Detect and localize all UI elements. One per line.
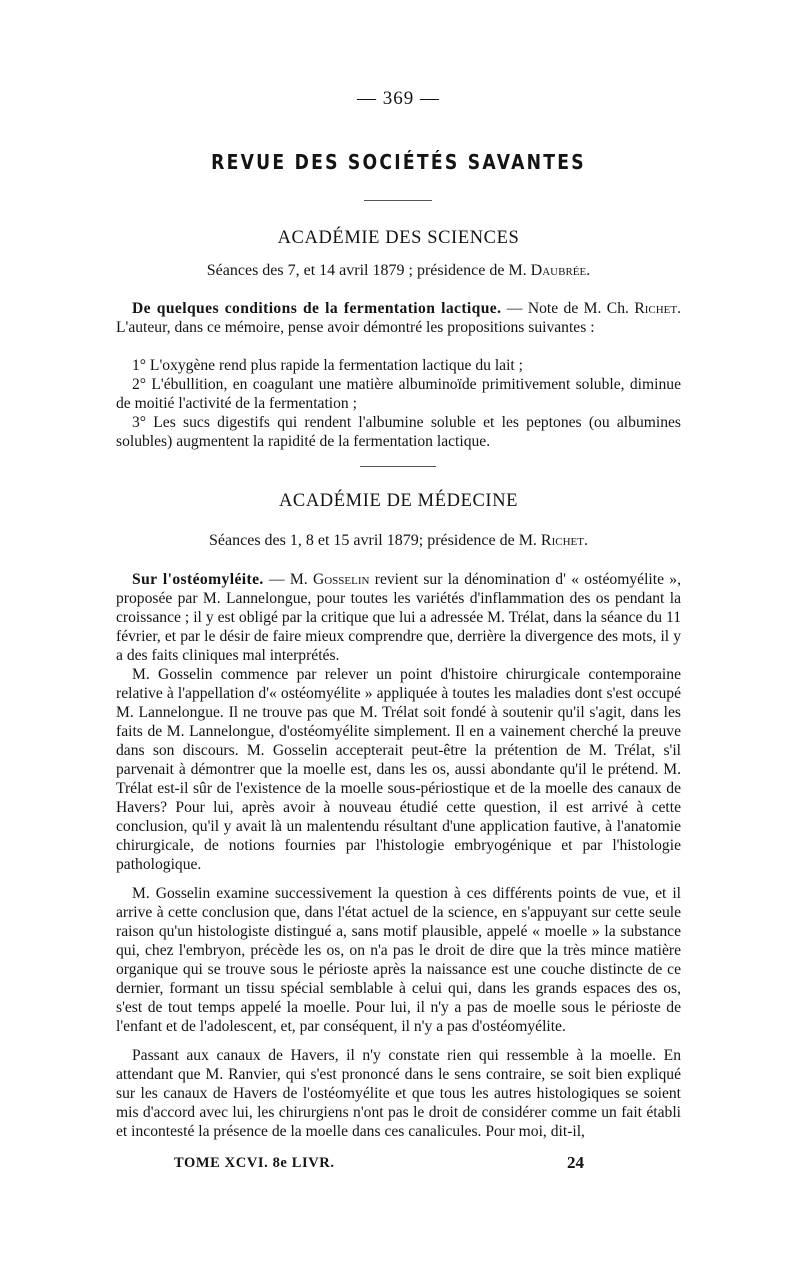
list-item: 2° L'ébullition, en coagulant une matière albuminoïde primitivement soluble, diminue de moitié l'activité de la fermentation ; (116, 376, 681, 412)
article-paragraph (116, 299, 681, 337)
journal-title: REVUE DES SOCIÉTÉS SAVANTES (211, 150, 586, 174)
section-title-sciences: ACADÉMIE DES SCIENCES (277, 228, 520, 248)
list-item: 1° L'oxygène rend plus rapide la fermentation lactique du lait ; (132, 357, 523, 374)
divider-rule (360, 466, 436, 467)
session-line-medecine (116, 532, 681, 550)
body-paragraph: M. Gosselin examine successivement la question à ces différents points de vue, et il arrive à cette conclusion que, dans l'état actuel de la science, en s'appuyant sur cette seule raison qu'un histologiste distingué a, sans motif plausible, appelé « moelle » la substance qui, chez l'embryon, précède les os, on n'a pas le droit de dire que la très mince matière organique qui se trouve sous le périoste après la naissance est une couche distincte de ce dernier, formant un tissu spécial semblable à celui qui, dans les grands espaces des os, s'est de tout temps appelé la moelle. Pour lui, il n'y a pas de moelle sous le périoste de l'enfant et de l'adolescent, et, par conséquent, il n'y a pas d'ostéomyélite. (116, 885, 681, 1035)
session-text: Séances des 7, et 14 avril 1879 ; présidence de M. (206, 262, 531, 279)
article-paragraph (116, 570, 681, 665)
list-item: 3° Les sucs digestifs qui rendent l'albumine soluble et les peptones (ou albumines solubles) augmentent la rapidité de la fermentation lactique. (116, 414, 681, 450)
article-headline: Sur l'ostéomyléite. (132, 571, 264, 588)
body-paragraph: Passant aux canaux de Havers, il n'y constate rien qui ressemble à la moelle. En attendant que M. Ranvier, qui s'est prononcé dans le sens contraire, se soit bien expliqué sur les canaux de Havers de l'ostéomyélite et que tous les autres histologiques se soient mis d'accord avec lui, les chirurgiens n'ont pas le droit de considérer comme un fait établi et incontesté la présence de la moelle dans ces canalicules. Pour moi, dit-il, (116, 1047, 681, 1140)
president-name: Richet (540, 532, 584, 549)
article-author: Richet (634, 300, 678, 317)
article-body: . L'auteur, dans ce mémoire, pense avoir démontré les propositions suivantes : (116, 300, 682, 336)
session-text: Séances des 1, 8 et 15 avril 1879; présidence de M. (209, 532, 541, 549)
section-title-medecine: ACADÉMIE DE MÉDECINE (278, 491, 519, 511)
president-name: Daubrée (530, 262, 587, 279)
page-footer (116, 1155, 681, 1177)
session-end: . (583, 532, 588, 549)
page-number: — 369 — (357, 88, 440, 109)
divider-rule (364, 200, 432, 201)
session-line-sciences (116, 262, 681, 280)
article-text: revient sur la dénomination d' « ostéomyélite », proposée par M. Lannelongue, pour toutes les variétés d'inflammation des os pendant la croissance ; il y est obligé par la critique que lui a adressée M. Trélat, dans la séance du 11 février, et par le désir de faire mieux comprendre que, derrière la divergence des mots, il y a des faits cliniques mal interprétés. (116, 571, 681, 664)
footer-tome: TOME XCVI. 8e LIVR. (174, 1155, 335, 1171)
article-headline: De quelques conditions de la fermentation lactique. (132, 300, 502, 317)
article-intro: — Note de M. Ch. (501, 300, 635, 317)
article-author: Gosselin (312, 571, 370, 588)
article-intro: — M. (263, 571, 313, 588)
footer-signature: 24 (567, 1153, 584, 1172)
session-end: . (586, 262, 591, 279)
body-paragraph: M. Gosselin commence par relever un point d'histoire chirurgicale contemporaine relative à l'appellation d'« ostéomyélite » appliquée à toutes les maladies dont s'est occupé M. Lannelongue. Il ne trouve pas que M. Trélat soit fondé à soutenir qu'il s'agit, dans les faits de M. Lannelongue, d'ostéomyélite simplement. Il en a vainement cherché la preuve dans son discours. M. Gosselin accepterait peut-être la prétention de M. Trélat, s'il parvenait à démontrer que la moelle est, dans les os, aussi abondante qu'il le prétend. M. Trélat est-il sûr de l'existence de la moelle sous-périostique et de la moelle des canaux de Havers? Pour lui, après avoir à nouveau étudié cette question, il est arrivé à cette conclusion, qu'il y avait là un malentendu résultant d'une application fautive, à l'anatomie chirurgicale, de notions fournies par l'histologie embryogénique et par l'histologie pathologique. (116, 666, 681, 873)
document-page (116, 0, 681, 1262)
